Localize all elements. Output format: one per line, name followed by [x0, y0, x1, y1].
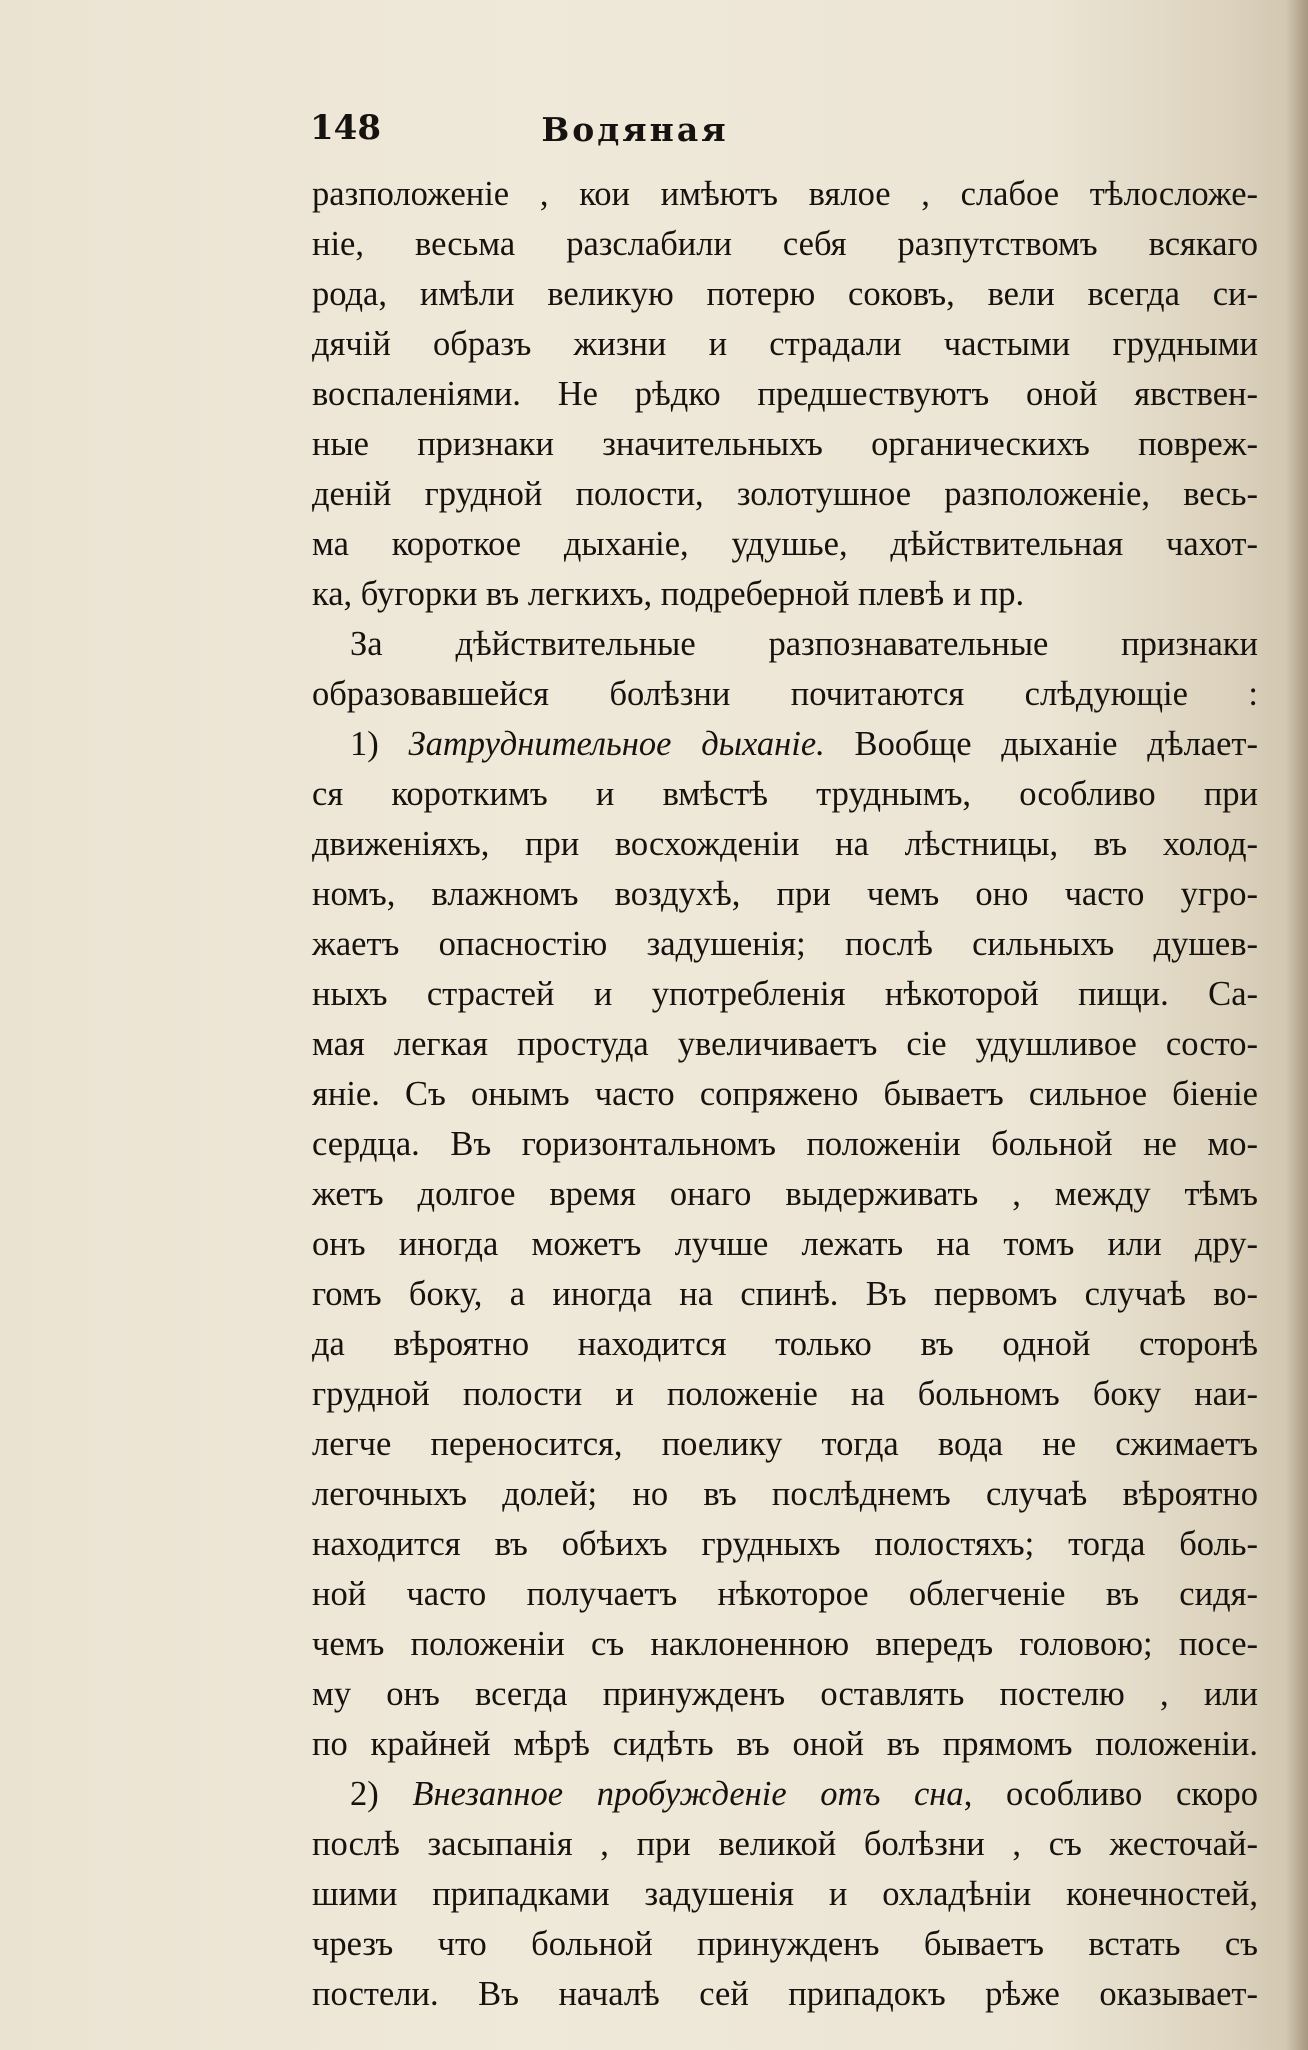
text-line: постели. Въ началѣ сей припадокъ рѣже оказывает-	[312, 1975, 1258, 2013]
text-line: жетъ долгое время онаго выдерживать , между тѣмъ	[312, 1175, 1258, 1213]
text-line: сердца. Въ горизонтальномъ положеніи больной не мо-	[312, 1125, 1258, 1163]
text-line: мая легкая простуда увеличиваетъ сіе удушливое состо-	[312, 1025, 1258, 1063]
body-text	[312, 169, 1258, 2019]
text-line: яніе. Съ онымъ часто сопряжено бываетъ сильное біеніе	[312, 1075, 1258, 1113]
text-line: шими припадками задушенія и охладѣніи конечностей,	[312, 1875, 1258, 1913]
text-line: 1) Затруднительное дыханіе. Вообще дыханіе дѣлает-	[350, 725, 1258, 763]
text-line: За дѣйствительные разпознавательные признаки	[350, 625, 1258, 663]
text-line: по крайней мѣрѣ сидѣть въ оной въ прямомъ положеніи.	[312, 1725, 1258, 1763]
text-line: ся короткимъ и вмѣстѣ труднымъ, особливо при	[312, 775, 1258, 813]
text-line: образовавшейся болѣзни почитаются слѣдующіе :	[312, 675, 1258, 713]
text-line: грудной полости и положеніе на больномъ боку наи-	[312, 1375, 1258, 1413]
text-line: 2) Внезапное пробужденіе отъ сна, особливо скоро	[350, 1775, 1259, 1813]
page-number: 148	[310, 108, 381, 148]
text-line: движеніяхъ, при восхожденіи на лѣстницы, въ холод-	[312, 825, 1258, 863]
text-line: дячій образъ жизни и страдали частыми грудными	[312, 325, 1258, 363]
text-line: гомъ боку, а иногда на спинѣ. Въ первомъ случаѣ во-	[312, 1275, 1258, 1313]
text-line: рода, имѣли великую потерю соковъ, вели всегда си-	[312, 275, 1258, 313]
text-line: воспаленіями. Не рѣдко предшествуютъ оной явствен-	[312, 375, 1258, 413]
text-line: онъ иногда можетъ лучше лежать на томъ или дру-	[312, 1225, 1258, 1263]
text-line: ка, бугорки въ легкихъ, подреберной плевѣ и пр.	[312, 575, 1025, 613]
text-line: разположеніе , кои имѣютъ вялое , слабое тѣлосложе-	[312, 175, 1258, 213]
page-header	[310, 108, 880, 158]
text-line: находится въ обѣихъ грудныхъ полостяхъ; тогда боль-	[312, 1525, 1258, 1563]
text-line: легочныхъ долей; но въ послѣднемъ случаѣ вѣроятно	[312, 1475, 1258, 1513]
text-line: ныхъ страстей и употребленія нѣкоторой пищи. Са-	[312, 975, 1258, 1013]
text-line: номъ, влажномъ воздухѣ, при чемъ оно часто угро-	[312, 875, 1258, 913]
text-line: послѣ засыпанія , при великой болѣзни , съ жесточай-	[312, 1825, 1258, 1863]
text-line: деній грудной полости, золотушное разположеніе, весь-	[312, 475, 1258, 513]
text-line: ной часто получаетъ нѣкоторое облегченіе въ сидя-	[312, 1575, 1258, 1613]
text-line: чемъ положеніи съ наклоненною впередъ головою; посе-	[312, 1625, 1258, 1663]
text-line: чрезъ что больной принужденъ бываетъ встать съ	[312, 1925, 1258, 1963]
text-line: да вѣроятно находится только въ одной сторонѣ	[312, 1325, 1258, 1363]
text-line: ніе, весьма разслабили себя разпутствомъ всякаго	[312, 225, 1258, 263]
text-line: му онъ всегда принужденъ оставлять постелю , или	[312, 1675, 1258, 1713]
text-line: жаетъ опасностію задушенія; послѣ сильныхъ душев-	[312, 925, 1258, 963]
text-line: ма короткое дыханіе, удушье, дѣйствительная чахот-	[312, 525, 1258, 563]
text-line: легче переносится, поелику тогда вода не сжимаетъ	[312, 1425, 1258, 1463]
text-line: ные признаки значительныхъ органическихъ повреж-	[312, 425, 1258, 463]
running-title: Водяная	[541, 110, 729, 149]
